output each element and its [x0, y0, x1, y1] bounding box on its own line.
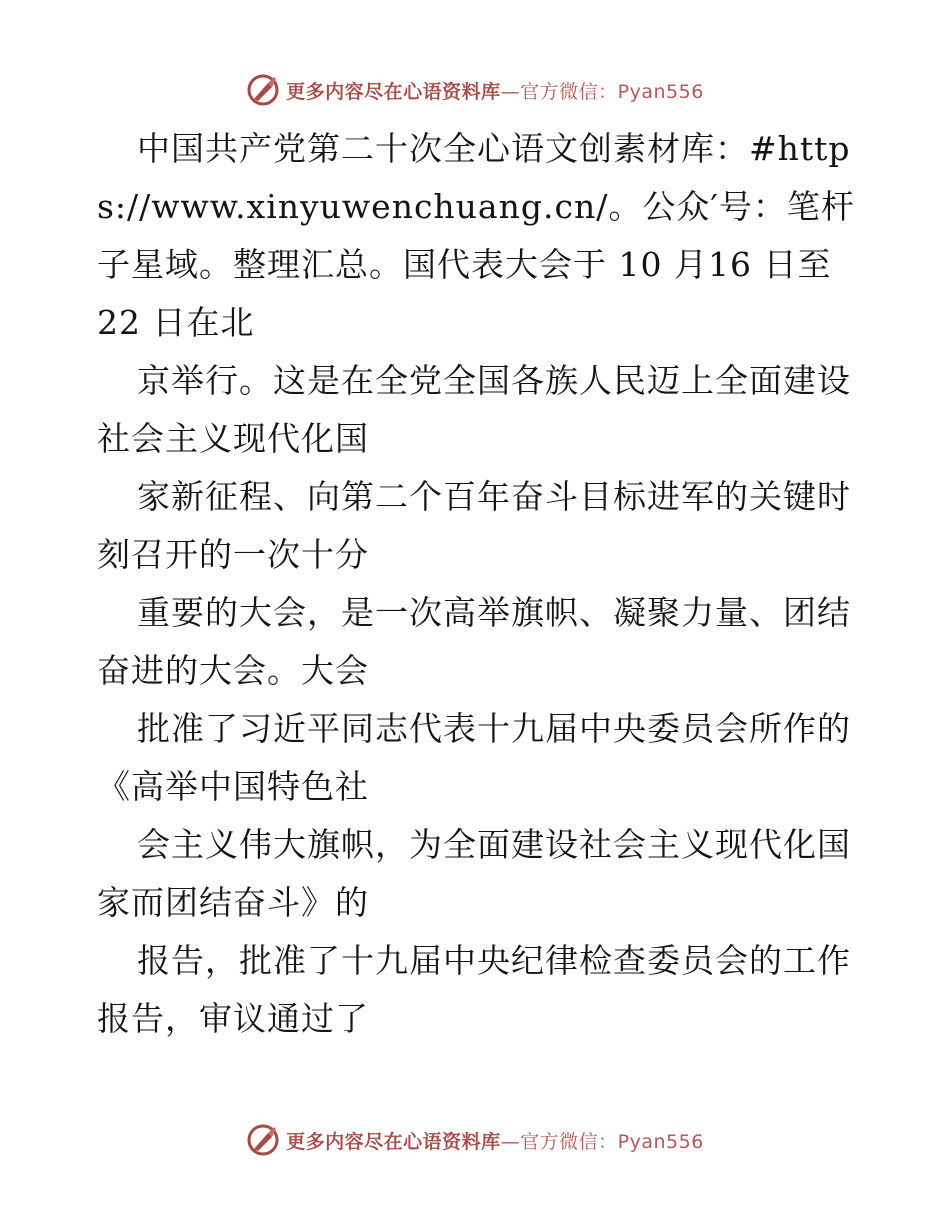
footer-brand-name: 更多内容尽在心语资料库 — [286, 1130, 501, 1153]
quill-pen-icon — [246, 1123, 280, 1157]
footer-brand — [246, 1123, 704, 1157]
footer-wechat: —官方微信：Pyan556 — [500, 1130, 704, 1153]
header-wechat: —官方微信：Pyan556 — [500, 80, 704, 103]
header-brand-name: 更多内容尽在心语资料库 — [286, 80, 501, 103]
paragraph: 批准了习近平同志代表十九届中央委员会所作的《高举中国特色社 — [97, 709, 851, 806]
page-footer — [0, 1122, 950, 1158]
page-header — [0, 72, 950, 108]
header-brand — [246, 73, 704, 107]
quill-pen-icon — [246, 73, 280, 107]
paragraph: 家新征程、向第二个百年奋斗目标进军的关键时刻召开的一次十分 — [97, 477, 851, 574]
paragraph: 中国共产党第二十次全心语文创素材库：#https://www.xinyuwenchuang.cn/。公众′号：笔杆子星域。整理汇总。国代表大会于 10 月16 日至 22 日在北 — [97, 129, 855, 342]
document-body — [97, 120, 857, 1048]
paragraph: 报告，批准了十九届中央纪律检查委员会的工作报告，审议通过了 — [97, 941, 851, 1038]
paragraph: 会主义伟大旗帜，为全面建设社会主义现代化国家而团结奋斗》的 — [97, 825, 851, 922]
paragraph: 重要的大会，是一次高举旗帜、凝聚力量、团结奋进的大会。大会 — [97, 593, 851, 690]
paragraph: 京举行。这是在全党全国各族人民迈上全面建设社会主义现代化国 — [97, 361, 851, 458]
